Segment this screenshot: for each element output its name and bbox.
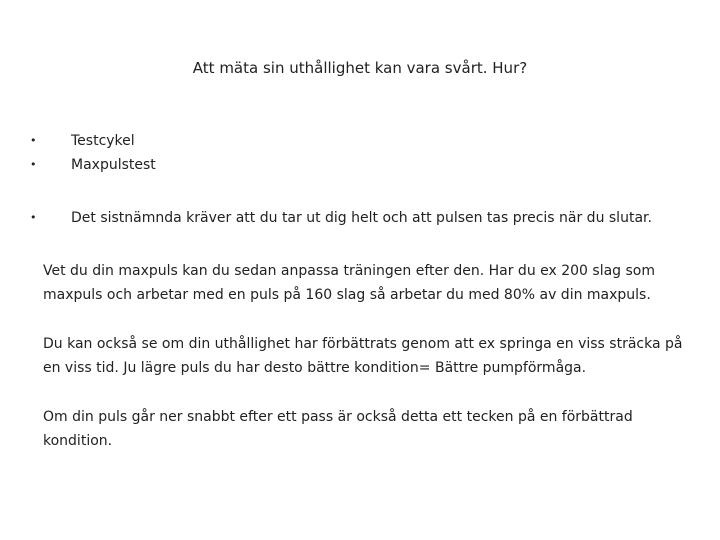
paragraph-improvement: Du kan också se om din uthållighet har förbättrats genom att ex springa en viss sträcka på en viss tid. Ju lägre puls du har desto bättre kondition= Bättre pumpförmåga.: [43, 336, 683, 376]
bullet-marker: •: [30, 211, 37, 224]
bullet-text: Maxpulstest: [71, 157, 156, 173]
slide-title: Att mäta sin uthållighet kan vara svårt. Hur?: [192, 59, 528, 77]
paragraph-maxpuls: Vet du din maxpuls kan du sedan anpassa träningen efter den. Har du ex 200 slag som maxpuls och arbetar med en puls på 160 slag så arbetar du med 80% av din maxpuls.: [43, 263, 656, 303]
bullet-list-note: [30, 206, 652, 230]
bullet-list-methods: [30, 129, 156, 177]
bullet-marker: •: [30, 158, 37, 171]
bullet-item-testcykel: [30, 129, 156, 153]
bullet-text: Det sistnämnda kräver att du tar ut dig helt och att pulsen tas precis när du slutar.: [71, 210, 652, 226]
bullet-marker: •: [30, 134, 37, 147]
paragraph-recovery: Om din puls går ner snabbt efter ett pass är också detta ett tecken på en förbättrad kondition.: [43, 409, 633, 449]
bullet-text: Testcykel: [71, 133, 135, 149]
bullet-item-maxpulstest: [30, 153, 156, 177]
bullet-item-note: [30, 206, 652, 230]
